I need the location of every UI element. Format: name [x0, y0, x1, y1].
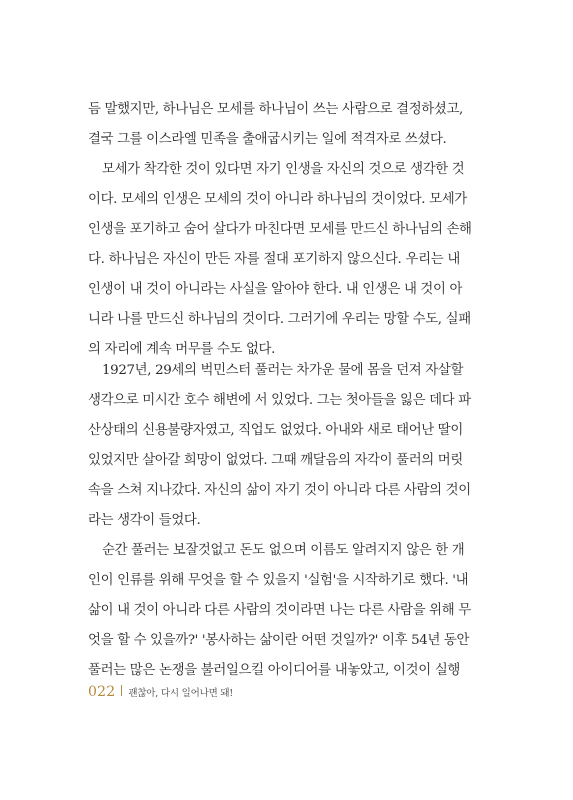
text-line: 속을 스쳐 지나갔다. 자신의 삶이 자기 것이 아니라 다른 사람의 것이 [88, 483, 471, 498]
text-line: 삶이 내 것이 아니라 다른 사람의 것이라면 나는 다른 사람을 위해 무 [88, 603, 471, 618]
footer-divider [121, 685, 122, 696]
text-line: 산상태의 신용불량자였고, 직업도 없었다. 아내와 새로 태어난 딸이 [88, 423, 463, 438]
text-line: 결국 그를 이스라엘 민족을 출애굽시키는 일에 적격자로 쓰셨다. [88, 132, 447, 147]
text-line: 순간 풀러는 보잘것없고 돈도 없으며 이름도 알려지지 않은 한 개 [102, 543, 465, 558]
page-number: 022 [88, 684, 116, 700]
paragraph-block-2 [88, 356, 471, 686]
text-line: 라는 생각이 들었다. [88, 513, 201, 528]
text-line: 풀러는 많은 논쟁을 불러일으킬 아이디어를 내놓았고, 이것이 실행 [88, 663, 460, 678]
text-line: 1927년, 29세의 벅민스터 풀러는 차가운 물에 몸을 던져 자살할 [102, 363, 464, 378]
text-line: 인이 인류를 위해 무엇을 할 수 있을지 '실험'을 시작하기로 했다. '내 [88, 573, 469, 588]
text-line: 생각으로 미시간 호수 해변에 서 있었다. 그는 첫아들을 잃은 데다 파 [88, 393, 471, 408]
text-line: 있었지만 살아갈 희망이 없었다. 그때 깨달음의 자각이 풀러의 머릿 [88, 453, 463, 468]
text-line: 이다. 모세의 인생은 모세의 것이 아니라 하나님의 것이었다. 모세가 [88, 192, 467, 207]
text-line: 모세가 착각한 것이 있다면 자기 인생을 자신의 것으로 생각한 것 [102, 162, 465, 177]
text-line: 인생을 포기하고 숨어 살다가 마친다면 모세를 만드신 하나님의 손해 [88, 222, 472, 237]
text-line: 인생이 내 것이 아니라는 사실을 알아야 한다. 내 인생은 내 것이 아 [88, 282, 463, 297]
text-line: 엇을 할 수 있을까?' '봉사하는 삶이란 어떤 것일까?' 이후 54년 동안 [88, 633, 470, 648]
text-line: 니라 나를 만드신 하나님의 것이다. 그러기에 우리는 망할 수도, 실패 [88, 312, 471, 327]
text-line: 듬 말했지만, 하나님은 모세를 하나님이 쓰는 사람으로 결정하셨고, [88, 102, 463, 117]
paragraph-block-1 [88, 95, 472, 365]
page-footer [88, 680, 233, 704]
text-line: 의 자리에 계속 머무를 수도 없다. [88, 342, 276, 357]
running-book-title: 괜찮아, 다시 일어나면 돼! [128, 688, 233, 699]
text-line: 다. 하나님은 자신이 만든 자를 절대 포기하지 않으신다. 우리는 내 [88, 252, 460, 267]
